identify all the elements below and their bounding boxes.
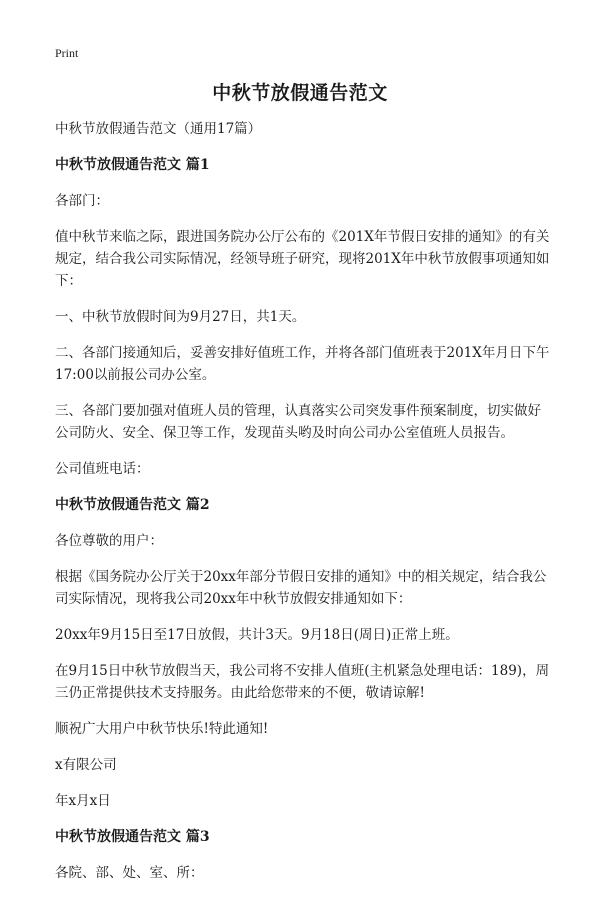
paragraph: 各部门： bbox=[55, 193, 109, 209]
paragraph: 根据《国务院办公厅关于20xx年部分节假日安排的通知》中的相关规定，结合我公司实际情况，现将我公司20xx年中秋节放假安排通知如下： bbox=[55, 569, 547, 607]
print-link[interactable]: Print bbox=[55, 46, 79, 60]
paragraph: 在9月15日中秋节放假当天，我公司将不安排人值班(主机紧急处理电话：189)，周三仍正常提供技术支持服务。由此给您带来的不便，敬请谅解! bbox=[55, 663, 550, 701]
paragraph: 各位尊敬的用户： bbox=[55, 533, 163, 549]
paragraph: 二、各部门接通知后，妥善安排好值班工作，并将各部门值班表于201X年月日下午17:00以前报公司办公室。 bbox=[55, 345, 550, 383]
page-title: 中秋节放假通告范文 bbox=[212, 82, 388, 104]
paragraph: 各院、部、处、室、所： bbox=[55, 865, 204, 881]
section-heading: 中秋节放假通告范文 篇3 bbox=[55, 829, 210, 845]
paragraph: 公司值班电话： bbox=[55, 461, 150, 477]
paragraph: x有限公司 bbox=[55, 757, 117, 773]
section-heading: 中秋节放假通告范文 篇1 bbox=[55, 157, 210, 173]
paragraph: 值中秋节来临之际，跟进国务院办公厅公布的《201X年节假日安排的通知》的有关规定，结合我公司实际情况，经领导班子研究，现将201X年中秋节放假事项通知如下： bbox=[55, 229, 550, 289]
paragraph: 20xx年9月15日至17日放假，共计3天。9月18日(周日)正常上班。 bbox=[55, 627, 459, 643]
paragraph: 三、各部门要加强对值班人员的管理，认真落实公司突发事件预案制度，切实做好公司防火、安全、保卫等工作，发现苗头哟及时向公司办公室值班人员报告。 bbox=[55, 403, 541, 441]
section-heading: 中秋节放假通告范文 篇2 bbox=[55, 497, 210, 513]
paragraph: 顺祝广大用户中秋节快乐!特此通知! bbox=[55, 721, 269, 737]
document-body bbox=[55, 118, 550, 898]
document-intro: 中秋节放假通告范文（通用17篇） bbox=[55, 121, 262, 137]
paragraph: 年x月x日 bbox=[55, 793, 111, 809]
paragraph: 一、中秋节放假时间为9月27日，共1天。 bbox=[55, 309, 306, 325]
